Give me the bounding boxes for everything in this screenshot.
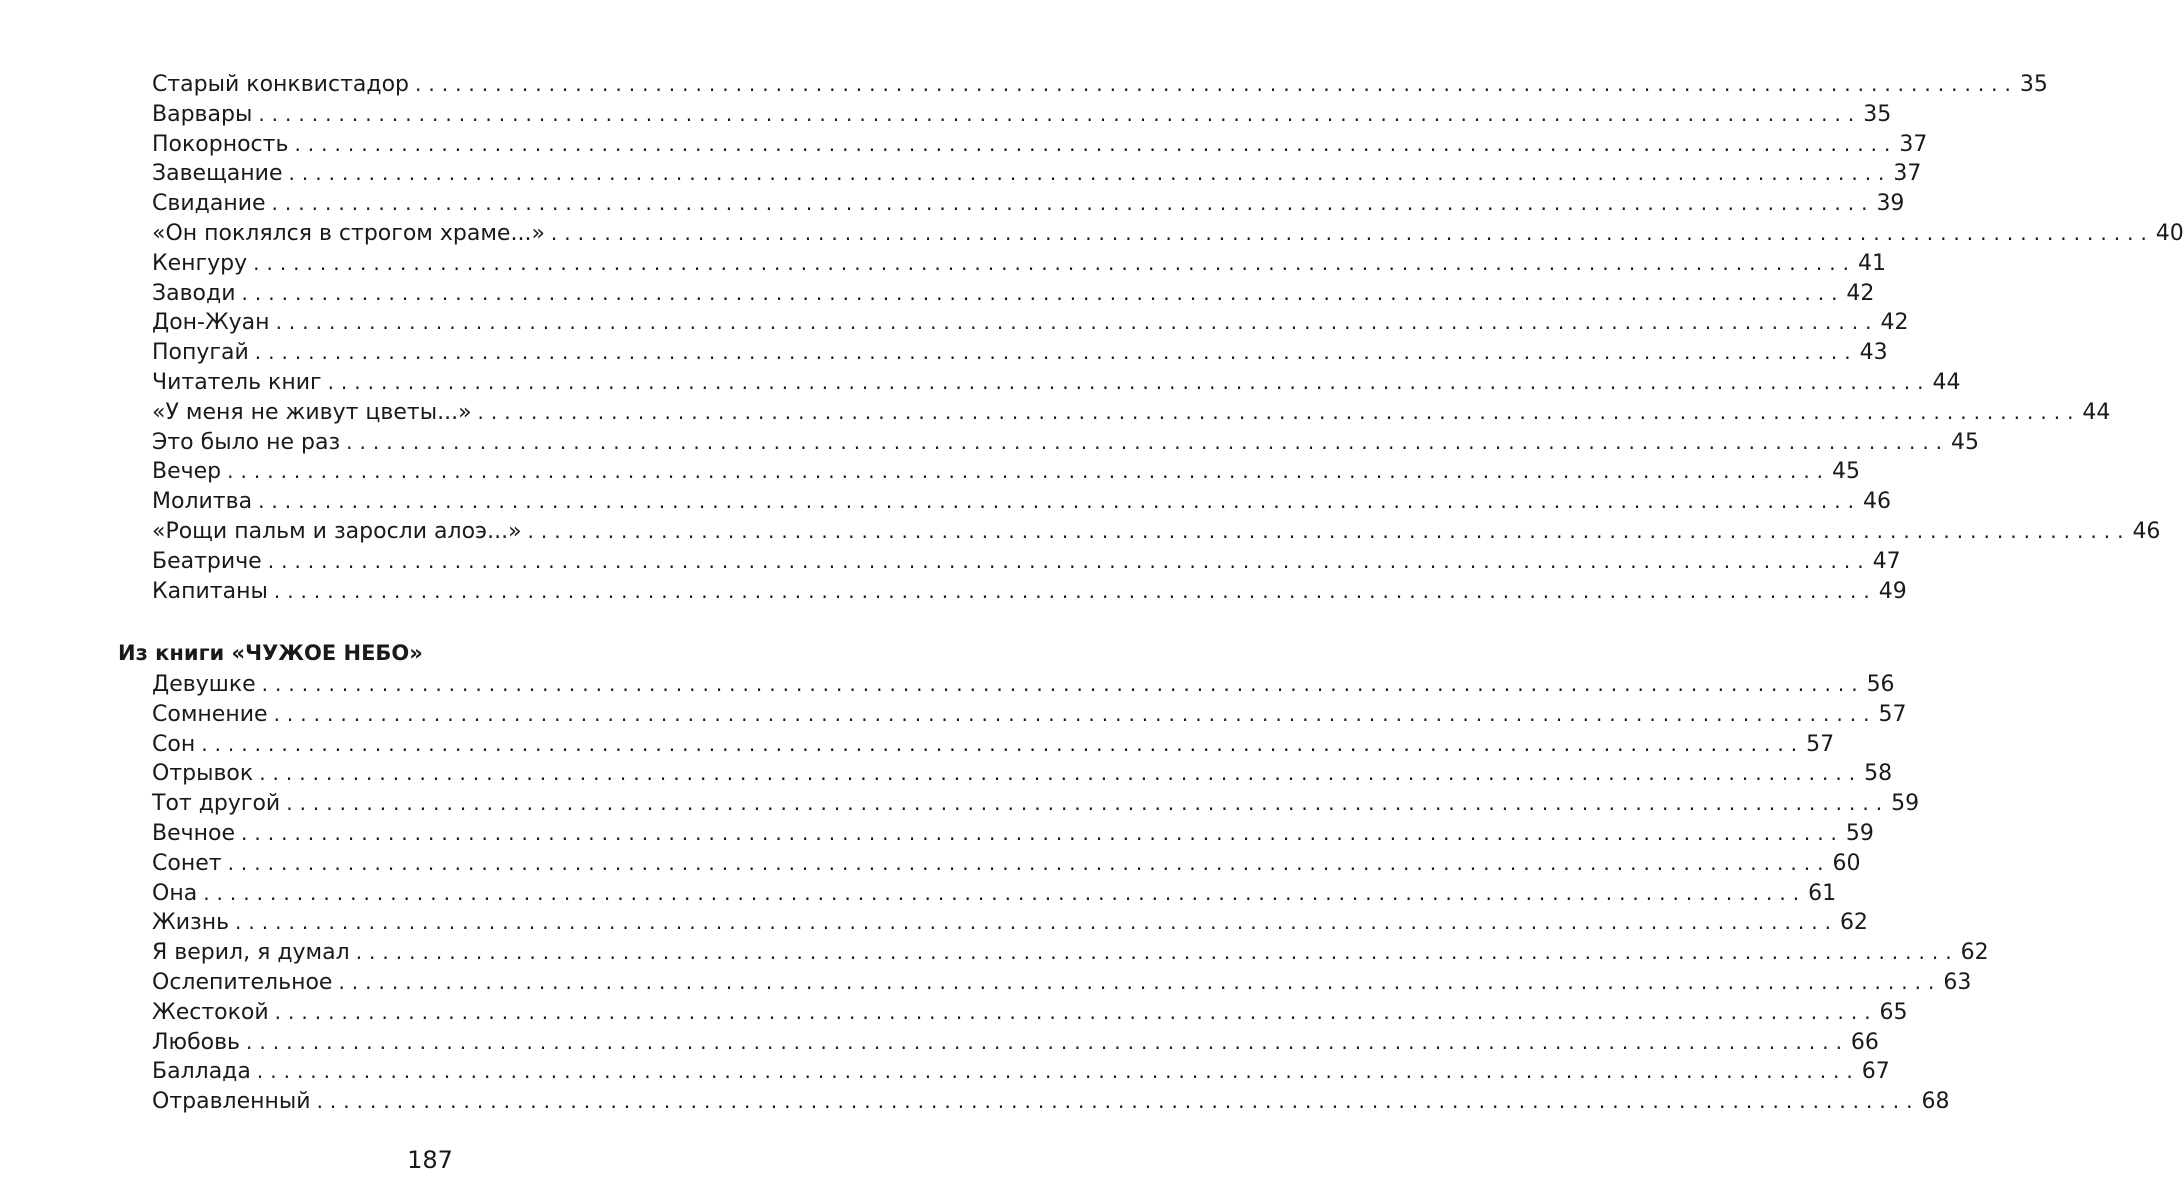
toc-entry-title: Кенгуру <box>152 250 248 276</box>
toc-entry-title: Любовь <box>152 1029 241 1055</box>
toc-entry-page: 67 <box>1861 1059 1890 1085</box>
toc-entry <box>152 398 2111 428</box>
toc-entry-page: 40 <box>2155 220 2184 246</box>
dot-leader: ........................................................................................................................ <box>241 820 1844 845</box>
toc-entry-page: 47 <box>1872 548 1901 574</box>
dot-leader: ........................................................................................................................ <box>256 1059 1860 1084</box>
toc-entry <box>152 159 1922 189</box>
dot-leader: ........................................................................................................................ <box>201 731 1805 756</box>
dot-leader: ........................................................................................................................ <box>527 518 2131 543</box>
toc-entry-title: Варвары <box>152 101 253 127</box>
toc-entry-title: Старый конквистадор <box>152 72 409 97</box>
toc-entry <box>152 700 1907 730</box>
dot-leader: ........................................................................................................................ <box>294 131 1898 156</box>
toc-entry-page: 49 <box>1878 578 1907 604</box>
toc-entry-title: Она <box>152 880 198 906</box>
toc-entry-page: 56 <box>1866 672 1895 697</box>
dot-leader: ........................................................................................................................ <box>258 101 1862 126</box>
dot-leader: ........................................................................................................................ <box>227 850 1831 875</box>
toc-entry-title: Сон <box>152 731 196 757</box>
toc-entry-title: Отрывок <box>152 761 254 787</box>
dot-leader: ........................................................................................................................ <box>355 940 1959 965</box>
toc-entry-page: 61 <box>1808 880 1837 906</box>
toc-entry <box>152 249 1886 279</box>
toc-entry <box>152 819 1874 849</box>
toc-entry <box>152 279 1875 309</box>
toc-entry <box>152 1028 1879 1058</box>
toc-entry-title: Сомнение <box>152 701 268 727</box>
toc-entry-page: 42 <box>1846 280 1875 306</box>
toc-entry-page: 35 <box>2019 72 2048 97</box>
toc-entry-page: 66 <box>1850 1029 1879 1055</box>
dot-leader: ........................................................................................................................ <box>273 701 1877 726</box>
toc-entry-page: 62 <box>1960 940 1989 966</box>
toc-entry-title: Вечер <box>152 459 222 485</box>
toc-entry <box>152 517 2161 547</box>
toc-entry <box>152 968 1972 998</box>
toc-entry-title: Сонет <box>152 850 222 876</box>
toc-entry-page: 44 <box>2082 399 2111 425</box>
toc-entry-page: 45 <box>1832 459 1861 485</box>
dot-leader: ........................................................................................................................ <box>267 548 1871 573</box>
toc-entry-page: 59 <box>1845 820 1874 846</box>
toc-entry <box>152 70 2048 100</box>
toc-list-section-2 <box>152 670 1989 1117</box>
toc-entry-title: Капитаны <box>152 578 268 604</box>
toc-entry-page: 65 <box>1879 999 1908 1025</box>
toc-entry <box>152 547 1901 577</box>
toc-entry-page: 59 <box>1891 791 1920 817</box>
toc-entry <box>152 849 1861 879</box>
dot-leader: ........................................................................................................................ <box>415 72 2018 96</box>
toc-entry <box>152 308 1909 338</box>
toc-entry-page: 57 <box>1878 701 1907 727</box>
dot-leader: ........................................................................................................................ <box>271 191 1875 216</box>
section-heading: Из книги «ЧУЖОЕ НЕБО» <box>118 641 423 665</box>
dot-leader: ........................................................................................................................ <box>261 672 1865 696</box>
toc-entry-title: Вечное <box>152 820 236 846</box>
toc-entry-page: 46 <box>2132 518 2161 544</box>
toc-entry <box>152 938 1989 968</box>
toc-entry <box>152 1057 1890 1087</box>
toc-entry <box>152 1087 1950 1117</box>
toc-entry <box>152 130 1928 160</box>
toc-entry <box>152 368 1961 398</box>
toc-entry <box>152 100 1892 130</box>
toc-entry-page: 63 <box>1943 969 1972 995</box>
toc-list-section-1 <box>152 70 2184 606</box>
toc-entry <box>152 577 1907 607</box>
toc-entry-page: 39 <box>1876 191 1905 217</box>
toc-entry-title: Беатриче <box>152 548 262 574</box>
toc-entry <box>152 998 1908 1028</box>
page-number: 187 <box>407 1146 453 1174</box>
toc-entry-page: 44 <box>1932 369 1961 395</box>
toc-entry <box>152 879 1837 909</box>
dot-leader: ........................................................................................................................ <box>253 250 1856 275</box>
toc-entry-page: 35 <box>1863 101 1892 127</box>
dot-leader: ........................................................................................................................ <box>338 969 1942 994</box>
toc-entry <box>152 338 1888 368</box>
toc-entry-title: «Рощи пальм и заросли алоэ...» <box>152 518 522 544</box>
toc-entry <box>152 487 1891 517</box>
toc-entry <box>152 457 1861 487</box>
toc-entry-title: Тот другой <box>152 791 281 817</box>
dot-leader: ........................................................................................................................ <box>254 340 1858 365</box>
toc-entry-title: Жестокой <box>152 999 269 1025</box>
dot-leader: ........................................................................................................................ <box>346 429 1950 454</box>
toc-entry-page: 46 <box>1862 489 1891 515</box>
toc-entry-title: Читатель книг <box>152 369 322 395</box>
dot-leader: ........................................................................................................................ <box>316 1089 1920 1114</box>
toc-entry <box>152 759 1893 789</box>
toc-entry <box>152 428 1980 458</box>
toc-entry-page: 42 <box>1880 310 1909 336</box>
dot-leader: ........................................................................................................................ <box>274 999 1878 1024</box>
toc-entry-title: Дон-Жуан <box>152 310 270 336</box>
dot-leader: ........................................................................................................................ <box>259 761 1863 786</box>
toc-entry-title: Жизнь <box>152 910 230 936</box>
toc-entry-title: Заводи <box>152 280 236 306</box>
toc-entry-page: 68 <box>1921 1089 1950 1115</box>
toc-entry-page: 37 <box>1893 161 1922 187</box>
toc-entry-page: 57 <box>1806 731 1835 757</box>
toc-entry-title: Это было не раз <box>152 429 341 455</box>
toc-entry <box>152 789 1920 819</box>
toc-entry-title: Молитва <box>152 489 253 515</box>
toc-entry <box>152 670 1895 700</box>
dot-leader: ........................................................................................................................ <box>235 910 1838 935</box>
toc-entry-title: Покорность <box>152 131 289 157</box>
dot-leader: ........................................................................................................................ <box>246 1029 1849 1054</box>
toc-entry-page: 37 <box>1899 131 1928 157</box>
toc-entry-page: 43 <box>1859 340 1888 366</box>
dot-leader: ........................................................................................................................ <box>258 489 1861 514</box>
dot-leader: ........................................................................................................................ <box>286 791 1890 816</box>
toc-entry-title: Свидание <box>152 191 266 217</box>
toc-entry-title: Ослепительное <box>152 969 333 995</box>
toc-entry <box>152 908 1868 938</box>
toc-entry <box>152 189 1905 219</box>
toc-entry-page: 41 <box>1858 250 1886 276</box>
toc-entry-title: Я верил, я думал <box>152 940 350 966</box>
dot-leader: ........................................................................................................................ <box>203 880 1807 905</box>
dot-leader: ........................................................................................................................ <box>273 578 1877 603</box>
toc-entry <box>152 730 1835 760</box>
toc-entry-page: 58 <box>1864 761 1893 787</box>
toc-entry-page: 45 <box>1951 429 1980 455</box>
dot-leader: ........................................................................................................................ <box>477 399 2081 424</box>
toc-entry-title: Девушке <box>152 672 256 697</box>
toc-entry-page: 62 <box>1839 910 1868 936</box>
dot-leader: ........................................................................................................................ <box>275 310 1879 335</box>
toc-entry <box>152 219 2184 249</box>
dot-leader: ........................................................................................................................ <box>288 161 1892 186</box>
dot-leader: ........................................................................................................................ <box>241 280 1845 305</box>
toc-entry-title: Отравленный <box>152 1089 311 1115</box>
toc-entry-title: «Он поклялся в строгом храме...» <box>152 220 545 246</box>
toc-entry-title: «У меня не живут цветы...» <box>152 399 472 425</box>
toc-entry-page: 60 <box>1832 850 1861 876</box>
dot-leader: ........................................................................................................................ <box>327 369 1931 394</box>
toc-entry-title: Попугай <box>152 340 249 366</box>
dot-leader: ........................................................................................................................ <box>227 459 1831 484</box>
toc-entry-title: Баллада <box>152 1059 251 1085</box>
toc-entry-title: Завещание <box>152 161 283 187</box>
dot-leader: ........................................................................................................................ <box>550 220 2154 245</box>
